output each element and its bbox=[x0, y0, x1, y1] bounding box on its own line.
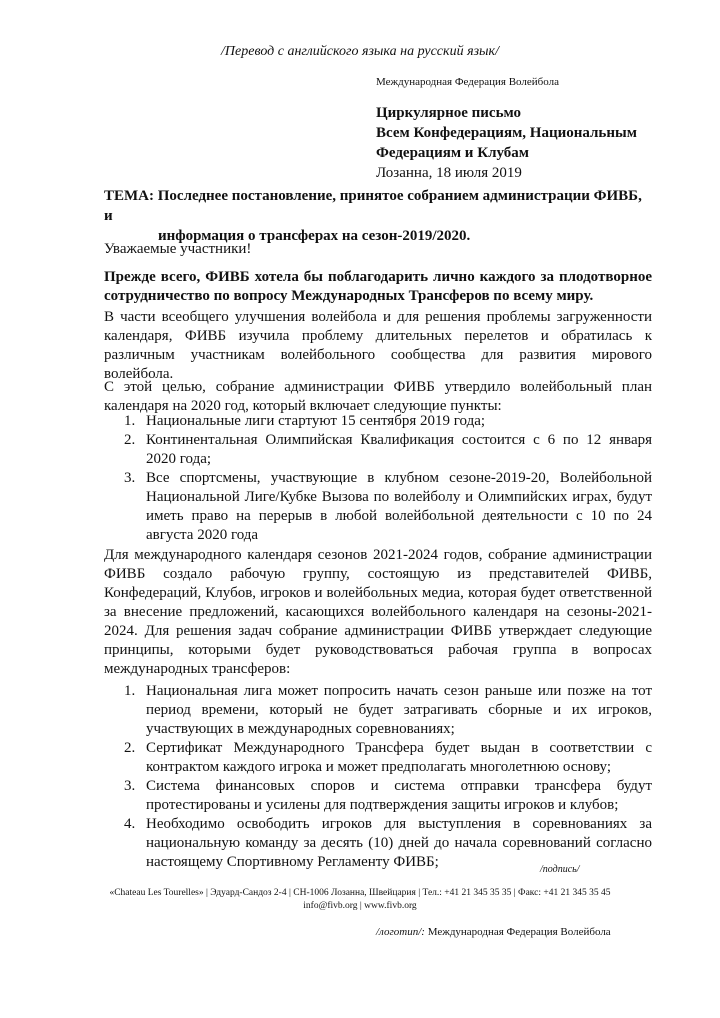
list-item-text: Все спортсмены, участвующие в клубном сезоне-2019-20, Волейбольной Национальной Лиге/Кубке Вызова по волейболу и Олимпийских играх, будут иметь право на перерыв в любой волейбольной деятельности с 10 по 24 августа 2020 года bbox=[146, 470, 652, 543]
subject-line-2: информация о трансферах на сезон-2019/2020. bbox=[158, 228, 471, 244]
principles-list bbox=[104, 682, 652, 872]
footer-contacts: info@fivb.org | www.fivb.org bbox=[303, 901, 417, 911]
list-item-text: Система финансовых споров и система отправки трансфера будут протестированы и усилены для подтверждения защиты игроков и клубов; bbox=[146, 778, 652, 813]
greeting: Уважаемые участники! bbox=[104, 241, 252, 257]
list-item bbox=[104, 431, 652, 469]
intro-paragraph: Прежде всего, ФИВБ хотела бы поблагодарить лично каждого за плодотворное сотрудничество по вопросу Международных Трансферов по всему миру. bbox=[104, 269, 652, 304]
circular-line-1: Циркулярное письмо bbox=[376, 105, 522, 121]
calendar-points-list bbox=[104, 412, 652, 545]
list-item-number: 1. bbox=[124, 683, 136, 699]
list-item bbox=[104, 682, 652, 739]
date-line: Лозанна, 18 июля 2019 bbox=[376, 165, 522, 181]
circular-line-3: Федерациям и Клубам bbox=[376, 145, 530, 161]
list-item-text: Национальная лига может попросить начать сезон раньше или позже на тот период времени, который не будет затрагивать сборные и их игроков, участвующих в международных соревнованиях; bbox=[146, 683, 652, 737]
list-item-text: Сертификат Международного Трансфера будет выдан в соответствии с контрактом каждого игрока и может предполагать многолетнюю основу; bbox=[146, 740, 652, 775]
paragraph-3: Для международного календаря сезонов 2021-2024 годов, собрание администрации ФИВБ создало рабочую группу, состоящую из представителей ФИВБ, Конфедераций, Клубов, игроков и волейбольных медиа, которая будет ответственной за внесение предложений, касающихся волейбольного календаря на сезоны-2021-2024. Для решения задач собрание администрации ФИВБ утверждает следующие принципы, которыми будет руководствоваться рабочая группа в вопросах международных трансферов: bbox=[104, 547, 652, 677]
list-item-text: Национальные лиги стартуют 15 сентября 2019 года; bbox=[146, 413, 486, 429]
translation-note: /Перевод с английского языка на русский язык/ bbox=[221, 44, 499, 59]
subject bbox=[104, 186, 652, 246]
footer-address: «Chateau Les Tourelles» | Эдуард-Сандоз 2-4 | СН-1006 Лозанна, Швейцария | Тел.: +41 21 345 35 35 | Факс: +41 21 345 35 45 bbox=[109, 888, 611, 898]
logo-text: Международная Федерация Волейбола bbox=[427, 926, 611, 938]
list-item-number: 3. bbox=[124, 778, 136, 794]
organization-name: Международная Федерация Волейбола bbox=[376, 76, 559, 88]
list-item-text: Необходимо освободить игроков для выступления в соревнованиях за национальную команду за десять (10) дней до начала соревнований согласно настоящему Спортивному Регламенту ФИВБ; bbox=[146, 816, 652, 870]
subject-line-1: ТЕМА: Последнее постановление, принятое собранием администрации ФИВБ, и bbox=[104, 188, 642, 224]
footer-address-block bbox=[0, 887, 720, 913]
logo-note: /логотип/: bbox=[376, 926, 425, 938]
list-item bbox=[104, 412, 652, 431]
list-item-number: 4. bbox=[124, 816, 136, 832]
paragraph-2: С этой целью, собрание администрации ФИВБ утвердило волейбольный план календаря на 2020 год, который включает следующие пункты: bbox=[104, 379, 652, 414]
list-item bbox=[104, 739, 652, 777]
list-item-number: 2. bbox=[124, 432, 136, 448]
signature-note: /подпись/ bbox=[540, 864, 580, 875]
logo-note-line bbox=[376, 926, 611, 938]
paragraph-1: В части всеобщего улучшения волейбола и для решения проблемы загруженности календаря, ФИВБ изучила проблему длительных перелетов и обратилась к различным участникам волейбольного сообщества для развития мирового волейбола. bbox=[104, 309, 652, 382]
circular-header bbox=[376, 103, 637, 163]
list-item-text: Континентальная Олимпийская Квалификация состоится с 6 по 12 января 2020 года; bbox=[146, 432, 652, 467]
list-item bbox=[104, 777, 652, 815]
list-item-number: 1. bbox=[124, 413, 136, 429]
circular-line-2: Всем Конфедерациям, Национальным bbox=[376, 125, 637, 141]
list-item bbox=[104, 469, 652, 545]
list-item-number: 2. bbox=[124, 740, 136, 756]
list-item-number: 3. bbox=[124, 470, 136, 486]
